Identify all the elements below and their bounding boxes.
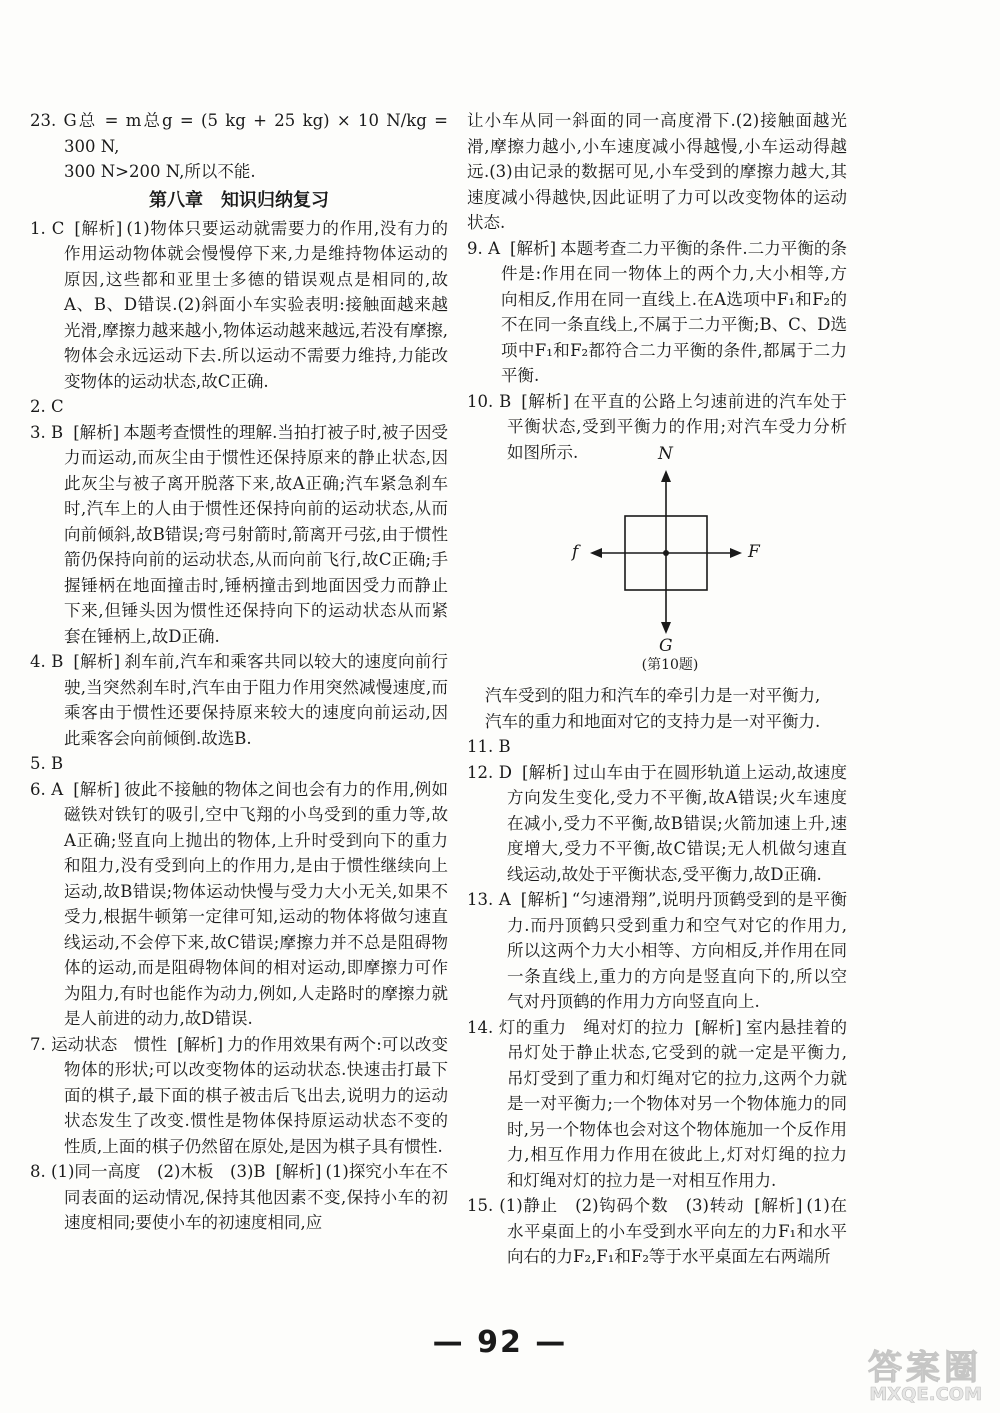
chapter-title: 第八章 知识归纳复习 [149,189,329,211]
q8-continued: 让小车从同一斜面的同一高度滑下.(2)接触面越光滑,摩擦力越小,小车速度减小得越慢,小车运动得越远.(3)由记录的数据可见,小车受到的摩擦力越大,其速度减小得越快,因此证明了力可以改变物体的运动状态. [467,111,847,232]
force-label-F: F [748,542,760,562]
left-column [30,108,448,1236]
answer-item-2: 2. C [30,397,64,416]
answer-item-7: 7. 运动状态 惯性 [解析] 力的作用效果有两个:可以改变物体的形状;可以改变物体的运动状态.快速击打最下面的棋子,最下面的棋子被击后飞出去,说明力的运动状态发生了改变.惯性是物体保持原运动状态不变的性质,上面的棋子仍然留在原处,是因为棋子具有惯性. [30,1034,448,1156]
q10-after-2: 汽车的重力和地面对它的支持力是一对平衡力. [485,711,821,731]
answer-item-8: 8. (1)同一高度 (2)木板 (3)B [解析] (1)探究小车在不同表面的运动情况,保持其他因素不变,保持小车的初速度相同;要使小车的初速度相同,应 [30,1162,449,1232]
answer-item-5: 5. B [30,754,64,773]
answer-item-4: 4. B [解析] 刹车前,汽车和乘客共同以较大的速度向前行驶,当突然刹车时,汽车由于阻力作用突然减慢速度,而乘客由于惯性还要保持原来较大的速度向前运动,因此乘客会向前倾倒.故选B. [30,652,449,748]
answer-item-3: 3. B [解析] 本题考查惯性的理解.当拍打被子时,被子因受力而运动,而灰尘由于惯性还保持原来的静止状态,因此灰尘与被子离开脱落下来,故A正确;汽车紧急刹车时,汽车上的人由于惯性还保持向前的运动状态,从而向前倾斜,故B错误;弯弓射箭时,箭离开弓弦,由于惯性箭仍保持向前的运动状态,从而向前飞行,故C正确;手握锤柄在地面撞击时,锤柄撞击到地面因受力而静止下来,但锤头因为惯性还保持向下的运动状态从而紧套在锤柄上,故D正确. [30,422,449,646]
page-number: — 92 — [432,1325,568,1360]
answer-item-11: 11. B [467,737,511,756]
force-diagram [560,444,780,673]
q23-line1: 23. G总 = m总g = (5 kg + 25 kg) × 10 N/kg = 300 N, [30,111,448,156]
force-label-f: f [572,542,579,562]
force-label-n: N [658,444,673,464]
watermark-logo [812,1340,982,1406]
answer-item-1: 1. C [解析] (1)物体只要运动就需要力的作用,没有力的作用运动物体就会慢慢停下来,力是维持物体运动的原因,这些都和亚里士多德的错误观点是相同的,故A、B、D错误.(2)斜面小车实验表明:接触面越来越光滑,摩擦力越来越小,物体运动越来越远,若没有摩擦,物体会永远运动下去.所以运动不需要力维持,力能改变物体的运动状态,故C正确. [30,218,449,391]
arrow-F-head [730,548,742,558]
right-column-top [467,108,847,465]
arrow-n-head [661,470,671,482]
answer-item-14: 14. 灯的重力 绳对灯的拉力 [解析] 室内悬挂着的吊灯处于静止状态,它受到的就一定是平衡力,吊灯受到了重力和灯绳对它的拉力,这两个力就是一对平衡力;一个物体对另一个物体施力的同时,另一个物体也会对这个物体施加一个反作用力,相互作用力作用在彼此上,灯对灯绳的拉力和灯绳对灯的拉力是一对相互作用力. [467,1017,848,1190]
watermark-text: 答案圈 [868,1348,982,1388]
arrow-f-head [590,548,602,558]
answer-item-15: 15. (1)静止 (2)钩码个数 (3)转动 [解析] (1)在水平桌面上的小车受到水平向左的力F₁和水平向右的力F₂,F₁和F₂等于水平桌面左右两端所 [467,1196,848,1266]
force-diagram-svg [560,458,780,648]
right-column-bottom [467,683,847,1270]
center-point [663,550,669,556]
q10-after-1: 汽车受到的阻力和汽车的牵引力是一对平衡力, [485,686,821,705]
answer-item-6: 6. A [解析] 彼此不接触的物体之间也会有力的作用,例如磁铁对铁钉的吸引,空中飞翔的小鸟受到的重力等,故A正确;竖直向上抛出的物体,上升时受到向下的重力和阻力,没有受到向上的作用力,是由于惯性继续向上运动,故B错误;物体运动快慢与受力大小无关,如果不受力,根据牛顿第一定律可知,运动的物体将做匀速直线运动,不会停下来,故C错误;摩擦力并不总是阻碍物体的运动,而是阻碍物体间的相对运动,即摩擦力可作为阻力,有时也能作为动力,例如,人走路时的摩擦力就是人前进的动力,故D错误. [30,779,448,1028]
force-label-g: G [659,636,673,656]
answer-item-10: 10. B [解析] 在平直的公路上匀速前进的汽车处于平衡状态,受到平衡力的作用;对汽车受力分析如图所示. [467,391,848,462]
figure-caption: (第10题) [641,657,699,673]
answer-item-9: 9. A [解析] 本题考查二力平衡的条件.二力平衡的条件是:作用在同一物体上的两个力,大小相等,方向相反,作用在同一直线上.在A选项中F₁和F₂的不在同一条直线上,不属于二力平衡;B、C、D选项中F₁和F₂都符合二力平衡的条件,都属于二力平衡. [467,238,847,385]
arrow-g-head [661,622,671,634]
watermark-url: MXQE.COM [869,1384,982,1405]
answer-item-12: 12. D [解析] 过山车由于在圆形轨道上运动,故速度方向发生变化,受力不平衡,故A错误;火车速度在减小,受力不平衡,故B错误;火箭加速上升,速度增大,受力不平衡,故C错误;无人机做匀速直线运动,故处于平衡状态,受平衡力,故D正确. [467,762,848,884]
answer-item-13: 13. A [解析] “匀速滑翔”,说明丹顶鹤受到的是平衡力.而丹顶鹤只受到重力和空气对它的作用力,所以这两个力大小相等、方向相反,并作用在同一条直线上,重力的方向是竖直向下的,所以空气对丹顶鹤的作用力方向竖直向上. [467,890,847,1011]
q23-line2: 300 N>200 N,所以不能. [64,162,256,181]
